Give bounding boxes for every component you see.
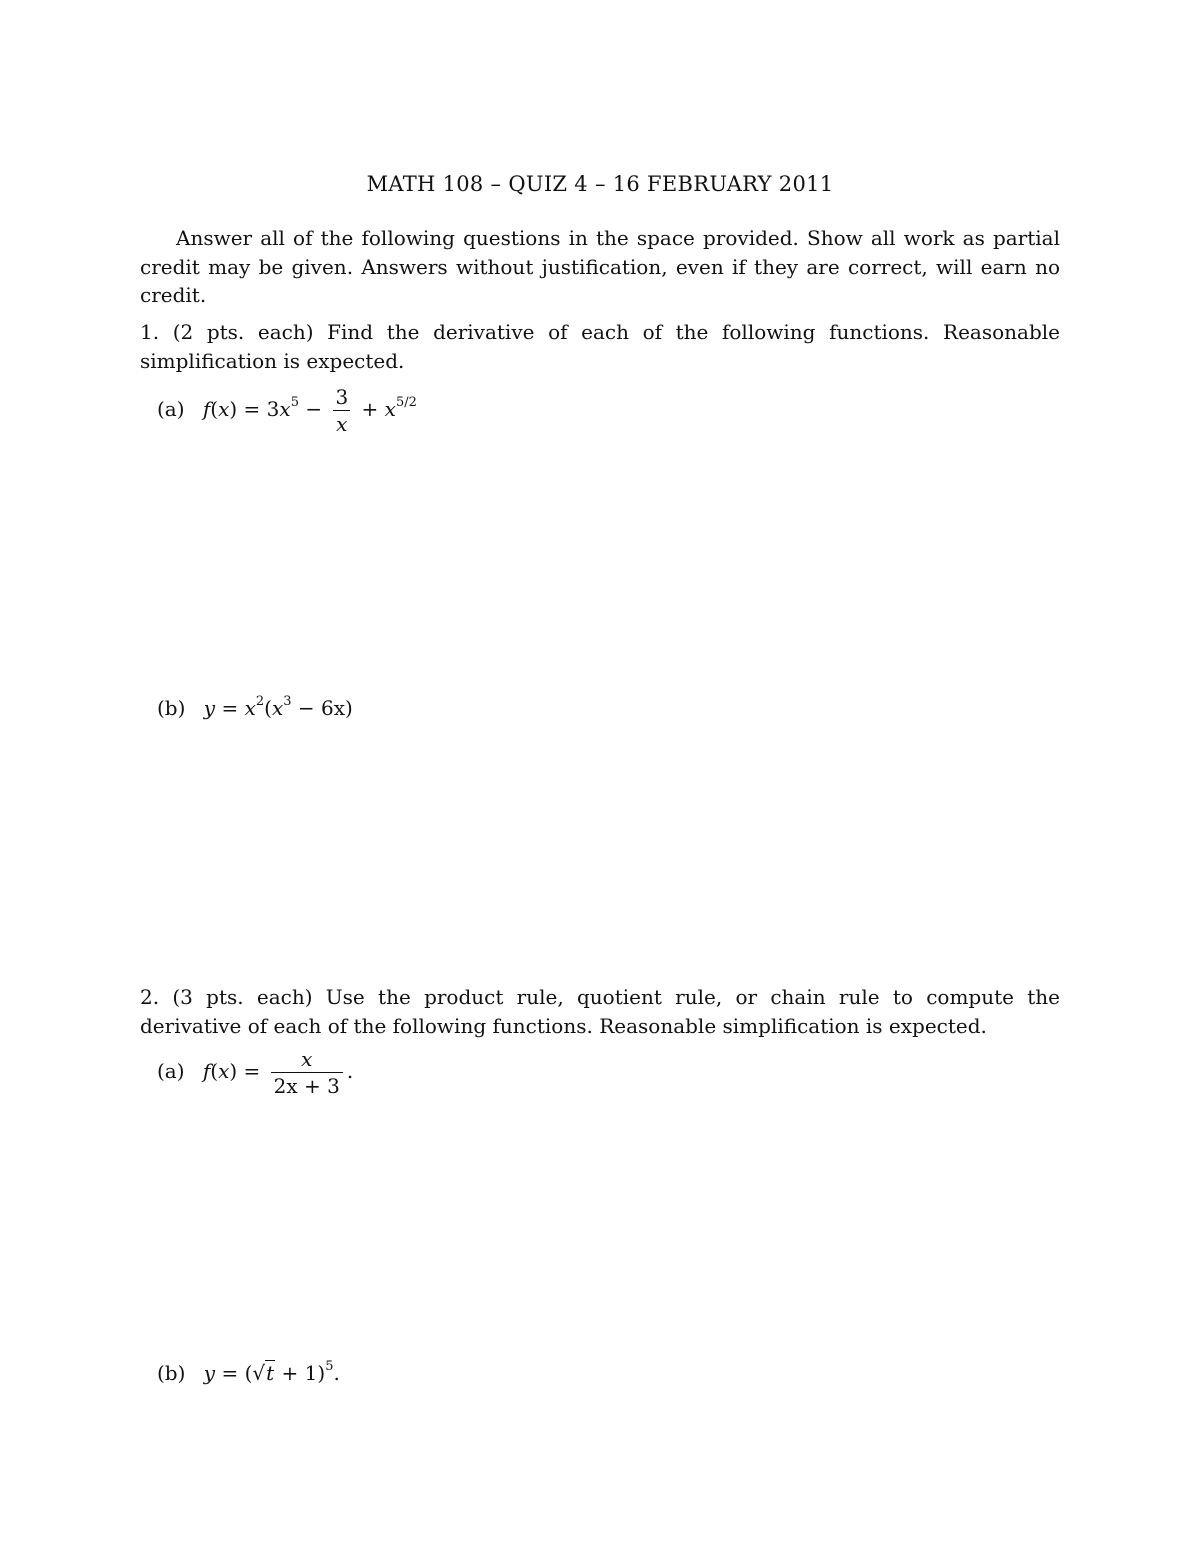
radicand: t [266,1361,275,1385]
problem-2a-label: (a) [157,1059,185,1083]
page-title: MATH 108 – QUIZ 4 – 16 FEBRUARY 2011 [366,172,834,196]
fraction [271,1046,343,1099]
problem-1-prompt: 1. (2 pts. each) Find the derivative of each of the following functions. Reasonable simplification is expected. [140,320,1060,373]
inner-rest: 6x [321,696,346,720]
problem-2-prompt: 2. (3 pts. each) Use the product rule, quotient rule, or chain rule to compute the derivative of each of the following functions. Reasonable simplification is expected. [140,985,1060,1038]
term1-exponent: 5 [290,395,299,411]
base-variable: x [244,696,256,720]
problem-1b-formula: $y = x^2(x^3 - 6x)$ [203,694,353,720]
problem-1a-label: (a) [157,397,185,421]
plus-sign: + [361,397,379,421]
problem-2a [157,1046,353,1099]
inner-variable: x [271,696,284,720]
instructions: Answer all of the following questions in the space provided. Show all work as partial credit may be given. Answers without justification, even if they are correct, will earn no credit. [140,226,1060,307]
function-variable: x [218,397,230,421]
minus-sign: − [305,397,323,421]
problem-2b-label: (b) [157,1361,186,1385]
function-name: f [202,397,211,421]
base-exponent: 2 [255,694,265,710]
function-name: f [202,1059,211,1083]
problem-1a-formula: $f(x) = 3x^5$ − $\frac{3}{x}$ + $x^{5/2}$ [202,385,417,436]
inner-exponent: 3 [283,694,292,710]
problem-1a [157,384,417,437]
fraction-numerator: x [301,1047,313,1071]
problem-1b-label: (b) [157,696,186,720]
term1-coefficient: 3 [266,397,280,421]
function-variable: x [218,1059,230,1083]
outer-exponent: 5 [325,1359,334,1375]
problem-2b-formula: $y = (√t + 1)^5$. [203,1359,340,1385]
term3-exponent: 5/2 [395,395,417,411]
problem-2a-formula: f(x) = $\frac{x}{2x + 3}$ . [202,1047,354,1098]
problem-2b [157,1359,340,1387]
term1-variable: x [279,397,291,421]
function-name: y [203,696,216,720]
fraction [332,384,351,437]
square-root: √t [252,1361,275,1385]
sum-rest: + 1 [281,1361,318,1385]
term3-variable: x [384,397,396,421]
fraction-numerator: 3 [335,385,349,409]
fraction-denominator: x [333,410,350,437]
problem-1b [157,694,353,722]
function-name: y [203,1361,216,1385]
fraction-denominator: 2x + 3 [271,1072,343,1099]
